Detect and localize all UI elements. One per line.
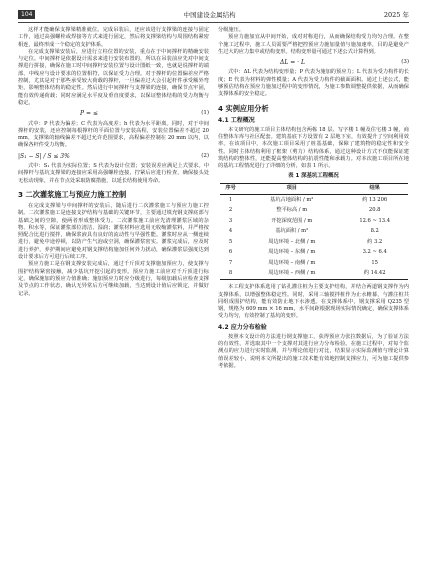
table-header-row xyxy=(220,183,408,195)
engineering-overview-table xyxy=(220,183,408,281)
paragraph: 式中：S₁ 代表为实际位置；S 代表为设计位置；安装误差应满足上式要求。中间撑杆与基坑支撑梁的连接应采用高强螺栓连接，拧紧后应进行检查，确保接头处无松动现象，并在节点处采取防腐措施，以延长结构使用寿命。 xyxy=(18,163,209,184)
table-cell: 开挖深度范围 / m xyxy=(271,217,313,224)
paragraph: 预应力施加宜从中间开始，成对对称进行，从而确保结构受力均匀合理。在整个施工过程中，施工人员需要严格把控预应力施加量值与施加速率，目的是避免产生过大的应力集中或结构变形。结构变形量可通过下述公式计算得到。 xyxy=(218,34,409,55)
table-cell: 8 xyxy=(228,270,233,277)
table-cell: 整平标高 / m xyxy=(276,207,308,214)
paragraph: 预应力施工是在钢支撑安装完成后，通过千斤顶对支撑施加预应力，使支撑与围护结构紧密接触，减少基坑开挖引起的变形。预应力施工前应对千斤顶进行标定，确保施加的预应力值准确；施加预应力时应分级进行，每级加载后应检查支撑及节点的工作状态，确认无异常后方可继续加载，当达到设计值后应锁定，并做好记录。 xyxy=(18,261,209,297)
table-row xyxy=(220,258,408,269)
issue-year: 2025 年 xyxy=(383,10,409,19)
equation-number: (1) xyxy=(201,110,209,117)
page-header xyxy=(18,8,409,20)
paragraph: 式中：P 代表为偏差；C 代表为高度差；h 代表为水平距离。同时，对于中间撑杆的安装，还应控制每根撑杆的平面位置与安装高程，安装位置偏差不超过 20 mm，支撑梁的轴线偏差不超过允许范围要求，高程偏差控制在 20 mm 以内，以确保各杆件受力均衡。 xyxy=(18,120,209,149)
table-row xyxy=(220,216,408,227)
table-cell: 3 xyxy=(228,217,233,224)
paragraph: 本文研究的施工项目主体结构包含两栋 18 层、写字楼 1 幢及住宅楼 3 幢，商住整体车库与社区配套。建筑基底下方设置有 2 层地下室，有效提升了空间利用效率。在该项目中，本次施工项目采用了桩基基础，保障了建筑物的稳定性和安全性。同时主体结构利用了框架（剪力）结构体系，通过这种设计方式不仅能保证建筑结构的整体性，还能提高整体结构的抗震性能和承载力。对本次施工项目所在地的基坑工程情况进行了详细的分析，如表 1 所示。 xyxy=(218,126,409,170)
page-number: 104 xyxy=(18,10,35,19)
table-cell: 1 xyxy=(228,196,233,203)
equation-number: (3) xyxy=(401,59,409,66)
table-cell: 周边环境 – 西侧 / m xyxy=(268,270,316,277)
column-header: 序号 xyxy=(225,185,236,192)
paragraph: 在完成支撑梁安装后，应进行立柱位置的安装，重点在于中间撑杆的精确安装与定位。中间撑杆是依据设计需求来进行安装布置的，所以在吊装前应先对中间支撑进行拼接，确保在施工时中间撑杆安装位置与设计图纸一致，也就是说撑杆的端部、中线应与设计要求的位置相符，以保证受力合理。对于撑杆的位置偏差应严格控制，尤其是对于那些承受较大荷载的撑杆，一旦偏差过大会引起杆件承受额外弯矩，影响整体结构的稳定性。然后进行中间撑杆与支撑梁的连接，确保节点牢固，能有效传递荷载；同时应满足水平度及垂直度要求，以保证整体结构的受力均衡与稳定。 xyxy=(18,48,209,106)
table-cell: 约 3.2 xyxy=(367,238,383,245)
table-cell: 5 xyxy=(228,238,233,245)
formula-expression: P = ≤ xyxy=(80,110,98,118)
table-cell: 2 xyxy=(228,207,233,214)
journal-name: 中国建设金属结构 xyxy=(183,10,236,19)
section-heading: 3 二次灌浆施工与预应力施工控制 xyxy=(18,189,127,199)
table-cell: 约 14.42 xyxy=(363,270,386,277)
table-cell: 12.6 ~ 13.4 xyxy=(359,217,391,224)
column-header: 结果 xyxy=(369,185,380,192)
header-divider xyxy=(18,22,409,23)
column-header: 项目 xyxy=(286,185,297,192)
formula-3 xyxy=(218,59,409,66)
paragraph: 在完成支撑梁与中间撑杆的安装后，随后进行二次灌浆施工与预应力施工控制。二次灌浆施工是连接支护结构与基础的关键环节，主要通过填充钢支撑底部与基础之间的空隙，使两者形成整体受力。二次灌浆施工前应先清理灌浆区域的杂物、积水等，保证灌浆部位清洁、湿润；灌浆材料应选用无收缩灌浆料，并严格按照配合比进行搅拌，确保浆液具有良好的流动性与早强性能。灌浆时应从一侧连续进行，避免中途停顿，以防产生气泡或空洞，确保灌浆密实。灌浆完成后，应及时进行养护，养护期间应避免对钢支撑结构施加任何外力扰动，确保灌浆层强度达到设计要求后方可进行后续工序。 xyxy=(18,202,209,261)
table-cell: 3.2 ~ 6.4 xyxy=(362,249,387,256)
table-cell: 周边环境 – 南侧 / m xyxy=(268,259,316,266)
paragraph: 这样才能确保支撑梁精准就位。完成吊装后，还应该进行支撑梁的连接与固定工作，通过高强螺栓或焊接等方式来进行固定，然后将支撑梁结构与周围结构紧密相连，最终形成一个稳定的支护体系。 xyxy=(18,27,209,48)
paragraph: 式中：ΔL 代表为结构变形量；P 代表为施加的预应力；L 代表为受力构件的长度；E 代表为材料的弹性模量；A 代表为受力构件的截面面积。通过上述公式，能够预估结构在预应力施加过程中的变形情况，为施工参数调整提供依据，从而确保支撑体系的安全稳定。 xyxy=(218,69,409,98)
table-row xyxy=(220,248,408,259)
formula-2 xyxy=(18,153,209,160)
left-column xyxy=(18,27,209,298)
table-cell: 4 xyxy=(228,228,233,235)
subsection-heading: 4.2 应力分布检验 xyxy=(218,323,267,331)
table-cell: 7 xyxy=(228,259,233,266)
table-row xyxy=(220,227,408,238)
table-cell: 15 xyxy=(371,259,378,266)
table-row xyxy=(220,206,408,217)
table-cell: 周边环境 – 北侧 / m xyxy=(268,238,316,245)
formula-1 xyxy=(18,110,209,117)
table-row xyxy=(220,237,408,248)
table-cell: 基坑面积 / m² xyxy=(275,228,309,235)
equation-number: (2) xyxy=(201,152,209,159)
table-cell: 6 xyxy=(228,249,233,256)
paragraph: 分级施压。 xyxy=(218,27,244,33)
paragraph: 本工程支护体系选用了钻孔灌注桩为主要支护结构，并结合两道钢支撑作为内支撑体系，以增强整体稳定性。同时，采用三轴搅拌桩作为止水帷幕，与灌注桩共同组成围护结构，能有效防止地下水渗透。在支撑体系中，钢支撑采用 Q235 型钢，规格为 609 mm × 16 mm，水平间距根据现场实际情况确定，确保支撑体系受力均匀，有效控制了基坑的变形。 xyxy=(218,284,409,320)
table-cell: 基坑占地面积 / m² xyxy=(270,196,314,203)
formula-expression: ΔL = · L xyxy=(280,59,305,67)
section-heading: 4 实例应用分析 xyxy=(218,103,269,113)
formula-expression: |S₁ − S| / S ≤ 3% xyxy=(18,152,70,160)
table-cell: 周边环境 – 东侧 / m xyxy=(268,249,316,256)
table-cell: 约 13 206 xyxy=(362,196,388,203)
paragraph: 按照本文设计的方法进行钢支撑施工，获得预应力张拉数据后，为了验证方法的有效性，并选取其中一个支撑对其进行应力分布检验。在施工过程中，对每个监测点的应力进行实时监测，并与理论值进行对比，结果显示实际监测值与理论计算值误差较小，说明本文所提出的施工技术能有效地控制支撑应力，可为施工提供参考依据。 xyxy=(218,333,409,369)
table-row xyxy=(220,195,408,206)
table-cell: 20.8 xyxy=(368,207,381,214)
table-cell: 8.2 xyxy=(370,228,379,235)
table-title: 表 1 深基坑工程概况 xyxy=(288,173,339,180)
table-row xyxy=(220,269,408,280)
right-column xyxy=(218,27,409,370)
subsection-heading: 4.1 工程概况 xyxy=(218,116,255,124)
